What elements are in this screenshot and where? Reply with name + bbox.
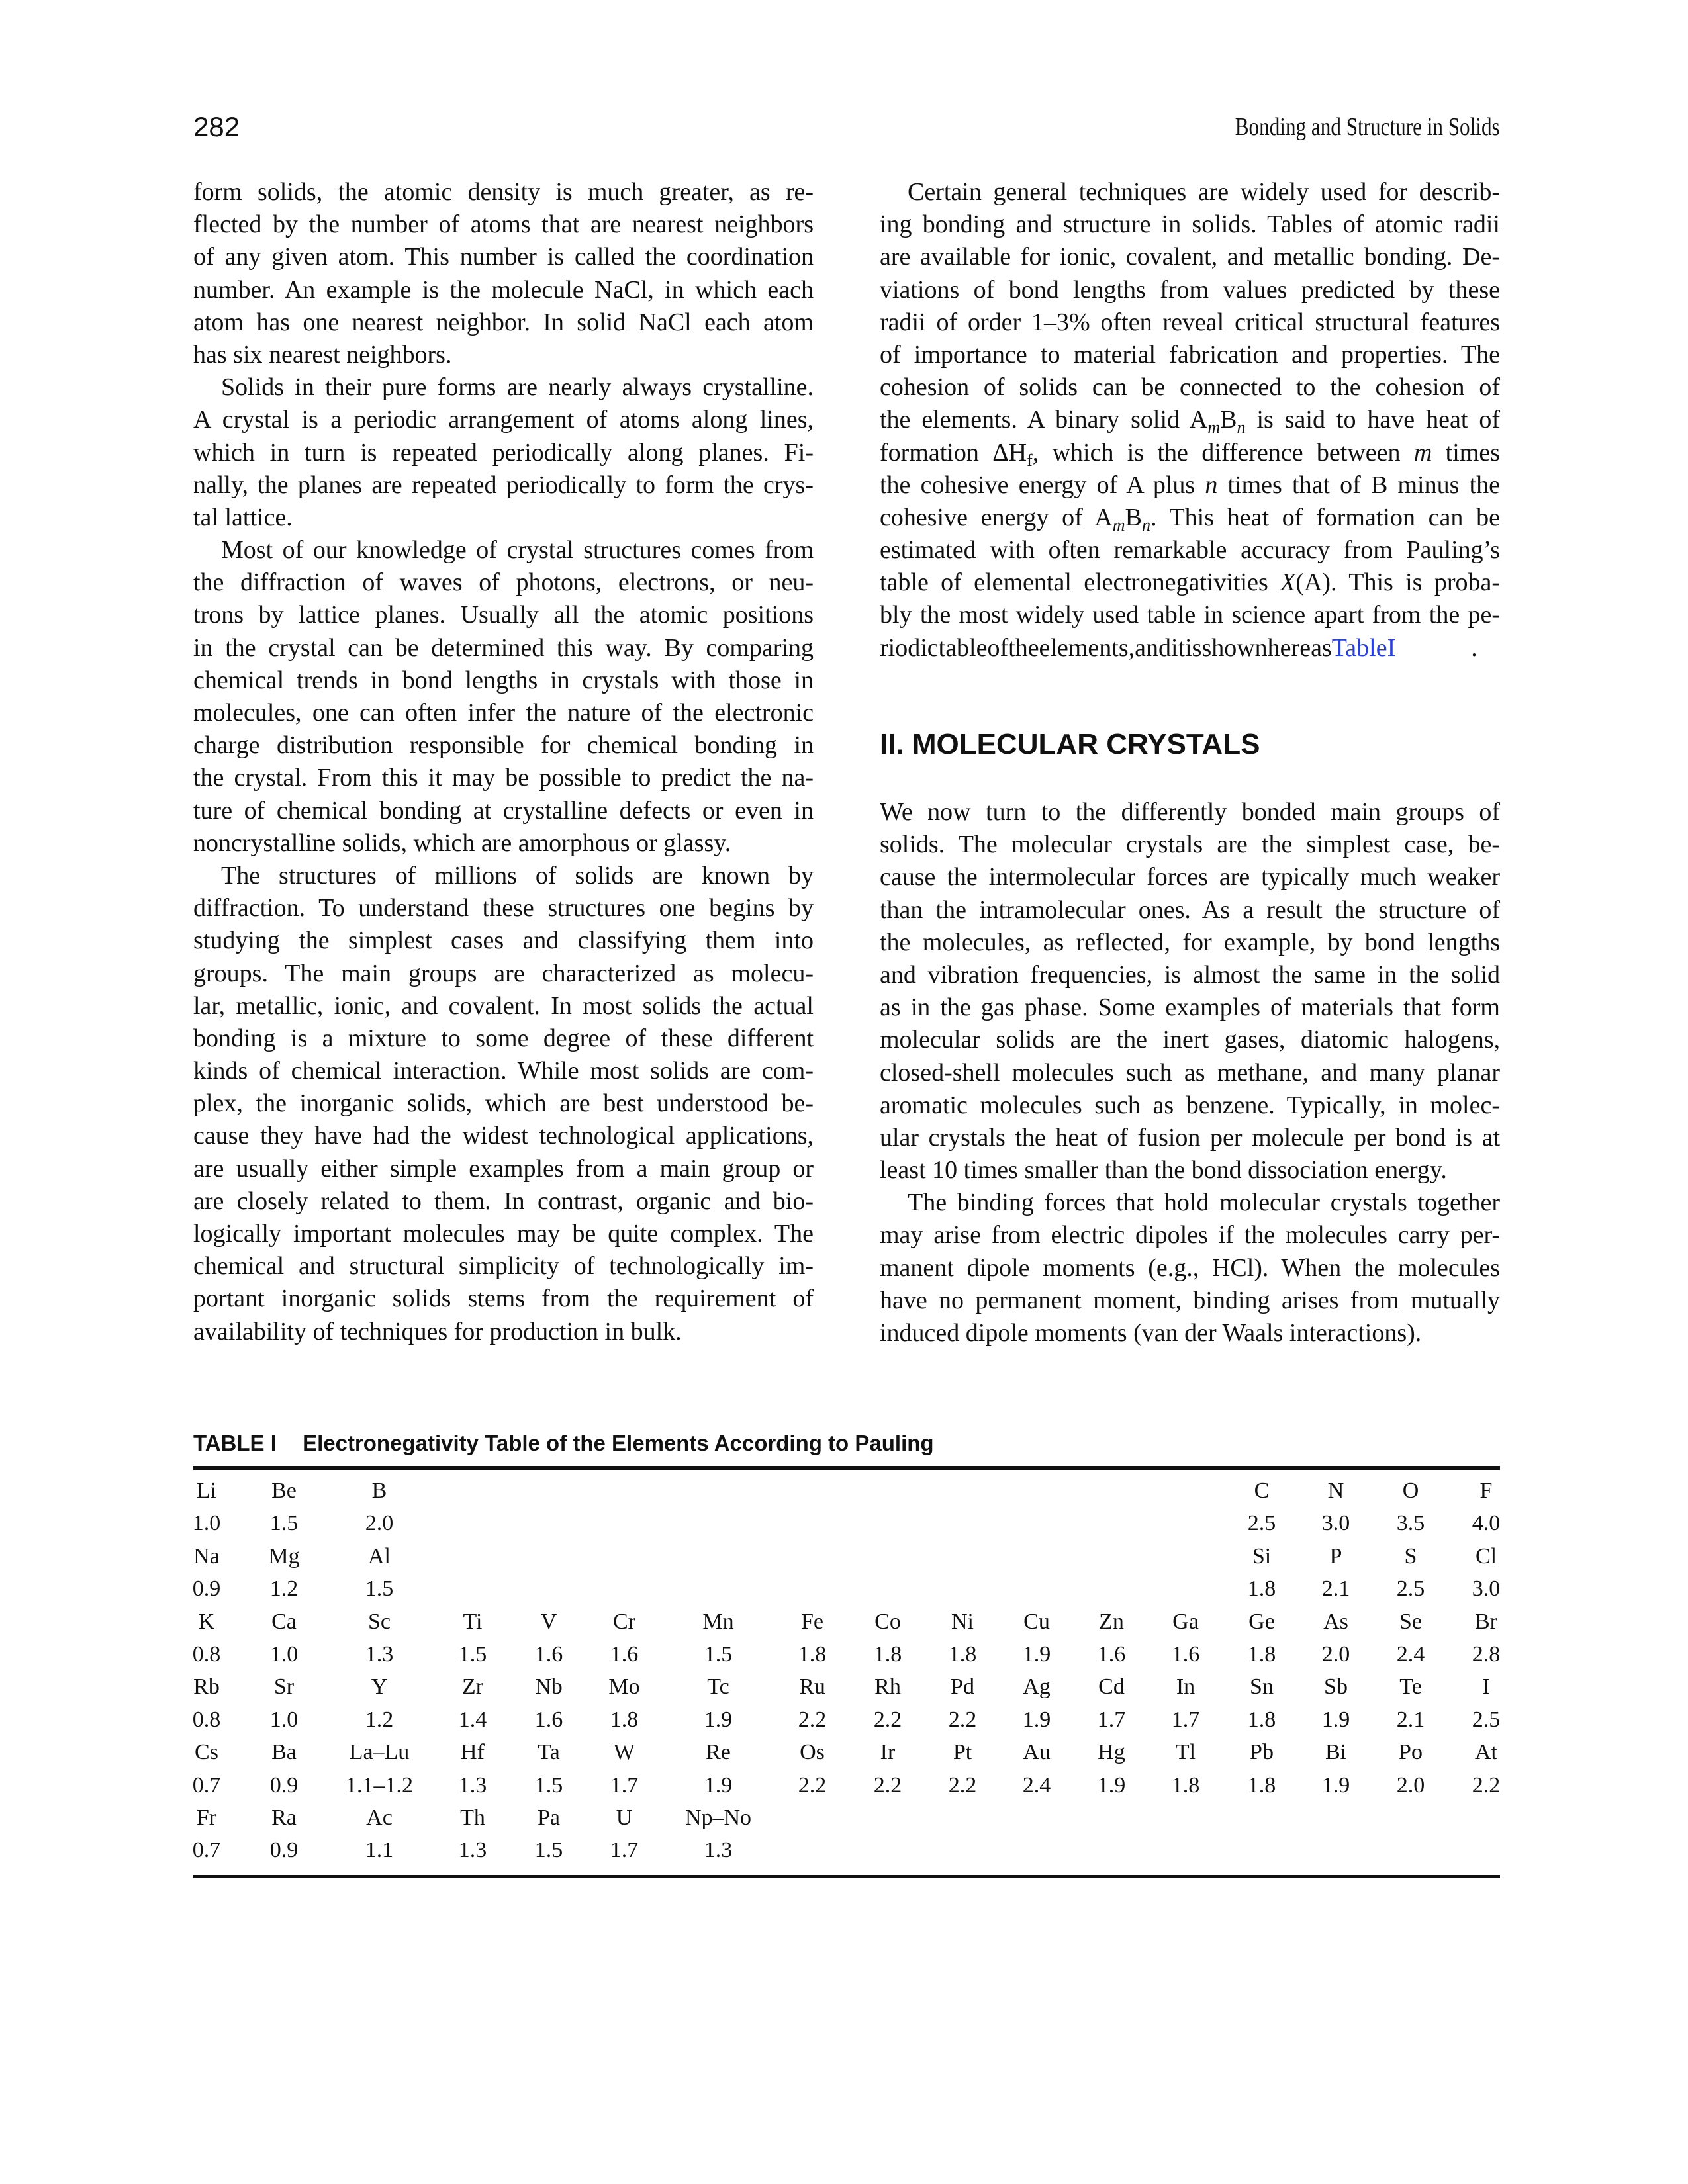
- element-symbol: K: [198, 1609, 215, 1634]
- text-line: cause they have had the widest technological applications,: [193, 1122, 814, 1150]
- text-line: cause the intermolecular forces are typically much weaker: [880, 863, 1500, 891]
- text-segment: (A). This is proba-: [1295, 569, 1500, 597]
- electronegativity-value: 1.7: [610, 1838, 639, 1863]
- element-symbol: Bi: [1325, 1740, 1347, 1765]
- element-symbol: B: [371, 1479, 387, 1503]
- left-column: [193, 176, 814, 1348]
- text-line: [880, 437, 1500, 469]
- element-symbol: Ru: [799, 1674, 825, 1700]
- page-number: 282: [193, 111, 240, 142]
- electronegativity-value: 1.8: [1247, 1642, 1276, 1666]
- text-line: kinds of chemical interaction. While most solids are com-: [193, 1057, 814, 1085]
- element-symbol: Rh: [874, 1674, 901, 1700]
- electronegativity-value: 1.6: [534, 1707, 563, 1732]
- electronegativity-value: 2.5: [1472, 1707, 1501, 1732]
- text-line: aromatic molecules such as benzene. Typically, in molec-: [880, 1091, 1500, 1119]
- electronegativity-value: 1.6: [610, 1642, 639, 1666]
- electronegativity-value: 2.1: [1321, 1576, 1350, 1602]
- text-line: chemical trends in bond lengths in crystals with those in: [193, 666, 814, 694]
- electronegativity-value: 2.2: [873, 1772, 902, 1797]
- element-symbol: P: [1329, 1543, 1342, 1569]
- text-segment: table of elemental electronegativities: [880, 569, 1281, 597]
- element-symbol: Co: [874, 1609, 901, 1634]
- electronegativity-value: 1.7: [1171, 1707, 1200, 1732]
- electronegativity-value: 1.2: [269, 1576, 299, 1602]
- text-line: studying the simplest cases and classifying them into: [193, 927, 814, 955]
- electronegativity-value: 1.6: [1171, 1642, 1200, 1666]
- electronegativity-value: 1.0: [269, 1642, 299, 1666]
- electronegativity-value: 1.9: [1321, 1707, 1350, 1732]
- electronegativity-value: 1.8: [1171, 1772, 1200, 1797]
- text-segment: .: [1395, 633, 1477, 662]
- text-segment: riodictableoftheelements,anditisshownhereas: [880, 633, 1332, 662]
- electronegativity-value: 1.8: [948, 1642, 977, 1666]
- text-segment: is said to have heat of: [1245, 406, 1501, 434]
- electronegativity-value: 1.0: [269, 1707, 299, 1732]
- text-segment: . This heat of formation can be: [1150, 503, 1500, 531]
- electronegativity-value: 1.8: [1247, 1576, 1276, 1602]
- electronegativity-value: 1.7: [610, 1772, 639, 1797]
- electronegativity-value: 1.1: [365, 1838, 394, 1863]
- text-segment: m: [1413, 438, 1432, 467]
- electronegativity-value: 0.9: [269, 1772, 299, 1797]
- text-line: The structures of millions of solids are known by: [221, 861, 814, 889]
- text-line: of any given atom. This number is called the coordination: [193, 243, 814, 271]
- text-segment: formation ΔH: [880, 438, 1027, 467]
- electronegativity-value: 0.8: [192, 1707, 221, 1732]
- table-row-values: [0, 1638, 1688, 1670]
- electronegativity-value: 1.3: [365, 1642, 394, 1666]
- element-symbol: C: [1254, 1479, 1270, 1503]
- section-heading: II. MOLECULAR CRYSTALS: [880, 728, 1260, 760]
- element-symbol: Cs: [195, 1740, 218, 1765]
- element-symbol: Mn: [702, 1609, 734, 1634]
- table-row-symbols: [0, 1475, 1688, 1507]
- element-symbol: Nb: [535, 1674, 563, 1700]
- electronegativity-value: 2.4: [1022, 1772, 1051, 1797]
- element-symbol: Hg: [1098, 1740, 1125, 1765]
- text-line: form solids, the atomic density is much greater, as re-: [193, 178, 814, 206]
- electronegativity-value: 1.2: [365, 1707, 394, 1732]
- table-row-symbols: [0, 1801, 1688, 1834]
- text-line: number. An example is the molecule NaCl, in which each: [193, 275, 814, 304]
- table-row-symbols: [0, 1606, 1688, 1638]
- element-symbol: Ni: [951, 1609, 974, 1634]
- table-row-values: [0, 1507, 1688, 1539]
- element-symbol: Na: [193, 1543, 220, 1569]
- electronegativity-value: 1.8: [610, 1707, 639, 1732]
- electronegativity-value: 3.5: [1396, 1511, 1425, 1536]
- element-symbol: Th: [460, 1805, 485, 1830]
- right-column-top: [880, 176, 1500, 664]
- text-segment: X: [1280, 569, 1296, 597]
- table-row-symbols: [0, 1540, 1688, 1572]
- text-line: closed-shell molecules such as methane, and many planar: [880, 1058, 1500, 1087]
- electronegativity-value: 2.2: [948, 1772, 977, 1797]
- text-line: molecules, one can often infer the nature of the electronic: [193, 699, 814, 727]
- table-bottom-rule: [193, 1875, 1500, 1878]
- element-symbol: Zn: [1099, 1609, 1124, 1634]
- electronegativity-value: 0.7: [192, 1838, 221, 1863]
- text-line: in the crystal can be determined this way. By comparing: [193, 633, 814, 662]
- element-symbol: Ga: [1172, 1609, 1199, 1634]
- electronegativity-value: 1.9: [704, 1772, 733, 1797]
- electronegativity-value: 0.9: [269, 1838, 299, 1863]
- element-symbol: Hf: [461, 1740, 485, 1765]
- element-symbol: Te: [1399, 1674, 1422, 1700]
- electronegativity-value: 1.9: [1022, 1642, 1051, 1666]
- text-line: groups. The main groups are characterized as molecu-: [193, 959, 814, 987]
- electronegativity-value: 2.2: [948, 1707, 977, 1732]
- element-symbol: Ti: [463, 1609, 483, 1634]
- element-symbol: Li: [196, 1479, 217, 1503]
- table-caption: [193, 1431, 934, 1456]
- text-line: ture of chemical bonding at crystalline defects or even in: [193, 796, 814, 825]
- element-symbol: Y: [371, 1674, 388, 1700]
- element-symbol: Pa: [538, 1805, 560, 1830]
- text-line: trons by lattice planes. Usually all the atomic positions: [193, 601, 814, 629]
- text-line: [880, 632, 1500, 664]
- text-line: radii of order 1–3% often reveal critical structural features: [880, 308, 1500, 336]
- element-symbol: Rb: [193, 1674, 220, 1700]
- electronegativity-value: 1.9: [1097, 1772, 1126, 1797]
- text-line: of importance to material fabrication and properties. The: [880, 340, 1500, 369]
- text-line: least 10 times smaller than the bond dissociation energy.: [880, 1156, 1447, 1185]
- text-line: are usually either simple examples from a main group or: [193, 1154, 814, 1183]
- text-segment: the elements. A binary solid A: [880, 406, 1208, 434]
- electronegativity-value: 2.0: [1321, 1642, 1350, 1666]
- element-symbol: Ir: [880, 1740, 896, 1765]
- subscript: f: [1027, 450, 1033, 470]
- table-link[interactable]: TableI: [1331, 633, 1396, 662]
- element-symbol: N: [1327, 1479, 1344, 1503]
- table-row-symbols: [0, 1670, 1688, 1703]
- electronegativity-value: 0.9: [192, 1576, 221, 1602]
- text-line: than the intramolecular ones. As a result the structure of: [880, 895, 1500, 924]
- text-line: tal lattice.: [193, 503, 293, 531]
- electronegativity-value: 1.9: [704, 1707, 733, 1732]
- electronegativity-value: 1.9: [1321, 1772, 1350, 1797]
- element-symbol: O: [1402, 1479, 1419, 1503]
- electronegativity-value: 1.8: [1247, 1772, 1276, 1797]
- element-symbol: Re: [706, 1740, 731, 1765]
- text-line: may arise from electric dipoles if the molecules carry per-: [880, 1221, 1500, 1250]
- text-line: portant inorganic solids stems from the requirement of: [193, 1285, 814, 1313]
- electronegativity-value: 1.5: [458, 1642, 487, 1666]
- table-row-symbols: [0, 1736, 1688, 1768]
- text-line: has six nearest neighbors.: [193, 340, 452, 369]
- running-head: Bonding and Structure in Solids: [1235, 113, 1500, 141]
- text-line: logically important molecules may be quite complex. The: [193, 1220, 814, 1248]
- element-symbol: In: [1176, 1674, 1196, 1700]
- element-symbol: Pd: [951, 1674, 974, 1700]
- element-symbol: I: [1482, 1674, 1490, 1700]
- element-symbol: Al: [368, 1543, 391, 1569]
- element-symbol: Tc: [707, 1674, 729, 1700]
- table-title: Electronegativity Table of the Elements According to Pauling: [303, 1431, 934, 1455]
- element-symbol: Cr: [613, 1609, 635, 1634]
- text-line: which in turn is repeated periodically along planes. Fi-: [193, 438, 814, 467]
- text-line: [880, 469, 1500, 502]
- text-line: are available for ionic, covalent, and metallic bonding. De-: [880, 243, 1500, 271]
- subscript: n: [1237, 418, 1246, 437]
- text-line: solids. The molecular crystals are the simplest case, be-: [880, 831, 1500, 859]
- electronegativity-value: 2.2: [873, 1707, 902, 1732]
- electronegativity-value: 2.2: [798, 1707, 827, 1732]
- element-symbol: Br: [1475, 1609, 1497, 1634]
- element-symbol: Pt: [953, 1740, 972, 1765]
- subscript: m: [1207, 418, 1221, 437]
- text-line: cohesion of solids can be connected to the cohesion of: [880, 373, 1500, 402]
- electronegativity-value: 1.6: [534, 1642, 563, 1666]
- electronegativity-value: 1.3: [458, 1772, 487, 1797]
- element-symbol: At: [1475, 1740, 1497, 1765]
- text-segment: B: [1220, 406, 1237, 434]
- electronegativity-value: 4.0: [1472, 1511, 1501, 1536]
- element-symbol: W: [613, 1740, 635, 1765]
- element-symbol: S: [1404, 1543, 1417, 1569]
- text-line: diffraction. To understand these structures one begins by: [193, 894, 814, 923]
- element-symbol: Mo: [608, 1674, 640, 1700]
- element-symbol: As: [1323, 1609, 1348, 1634]
- text-line: the molecules, as reflected, for example, by bond lengths: [880, 928, 1500, 956]
- electronegativity-value: 1.3: [704, 1838, 733, 1863]
- element-symbol: Cl: [1475, 1543, 1497, 1569]
- element-symbol: Os: [800, 1740, 825, 1765]
- text-line: [880, 502, 1500, 534]
- element-symbol: U: [616, 1805, 633, 1830]
- electronegativity-value: 0.8: [192, 1642, 221, 1666]
- text-line: bly the most widely used table in science apart from the pe-: [880, 601, 1500, 629]
- table-row-values: [0, 1769, 1688, 1801]
- electronegativity-value: 1.5: [269, 1511, 299, 1536]
- table-row-values: [0, 1834, 1688, 1866]
- electronegativity-value: 3.0: [1472, 1576, 1501, 1602]
- element-symbol: Sn: [1250, 1674, 1274, 1700]
- element-symbol: Fe: [801, 1609, 823, 1634]
- element-symbol: Sc: [368, 1609, 391, 1634]
- element-symbol: Ac: [366, 1805, 393, 1830]
- element-symbol: Tl: [1175, 1740, 1196, 1765]
- text-line: are closely related to them. In contrast, organic and bio-: [193, 1187, 814, 1215]
- element-symbol: Ba: [271, 1740, 297, 1765]
- element-symbol: Si: [1252, 1543, 1272, 1569]
- text-line: noncrystalline solids, which are amorphous or glassy.: [193, 829, 731, 857]
- text-line: availability of techniques for production in bulk.: [193, 1317, 682, 1345]
- element-symbol: Sr: [273, 1674, 295, 1700]
- text-segment: the cohesive energy of A plus: [880, 471, 1205, 499]
- electronegativity-value: 1.9: [1022, 1707, 1051, 1732]
- electronegativity-value: 1.5: [365, 1576, 394, 1602]
- text-line: the diffraction of waves of photons, electrons, or neu-: [193, 569, 814, 597]
- text-segment: B: [1125, 503, 1142, 531]
- element-symbol: Be: [271, 1479, 297, 1503]
- electronegativity-value: 2.0: [365, 1511, 394, 1536]
- element-symbol: Mg: [268, 1543, 300, 1569]
- text-line: bonding is a mixture to some degree of these different: [193, 1024, 814, 1052]
- element-symbol: F: [1479, 1479, 1493, 1503]
- text-line: and vibration frequencies, is almost the same in the solid: [880, 960, 1500, 989]
- electronegativity-value: 1.5: [534, 1772, 563, 1797]
- electronegativity-value: 2.0: [1396, 1772, 1425, 1797]
- text-line: Most of our knowledge of crystal structures comes from: [221, 536, 814, 565]
- element-symbol: Fr: [196, 1805, 217, 1830]
- text-line: estimated with often remarkable accuracy from Pauling’s: [880, 536, 1500, 565]
- text-segment: cohesive energy of A: [880, 503, 1113, 531]
- text-line: induced dipole moments (van der Waals interactions).: [880, 1319, 1422, 1347]
- electronegativity-value: 1.8: [1247, 1707, 1276, 1732]
- element-symbol: Cd: [1098, 1674, 1125, 1700]
- electronegativity-value: 1.8: [798, 1642, 827, 1666]
- element-symbol: Se: [1399, 1609, 1422, 1634]
- text-line: Certain general techniques are widely used for describ-: [908, 178, 1500, 206]
- text-line: nally, the planes are repeated periodically to form the crys-: [193, 471, 814, 499]
- text-line: chemical and structural simplicity of technologically im-: [193, 1252, 814, 1281]
- text-line: A crystal is a periodic arrangement of atoms along lines,: [193, 406, 814, 434]
- text-line: flected by the number of atoms that are nearest neighbors: [193, 210, 814, 239]
- text-line: We now turn to the differently bonded main groups of: [880, 798, 1500, 826]
- element-symbol: Cu: [1023, 1609, 1050, 1634]
- electronegativity-value: 1.3: [458, 1838, 487, 1863]
- element-symbol: Ta: [538, 1740, 560, 1765]
- electronegativity-value: 1.7: [1097, 1707, 1126, 1732]
- text-line: the crystal. From this it may be possible to predict the na-: [193, 764, 814, 792]
- table-row-values: [0, 1572, 1688, 1605]
- text-line: The binding forces that hold molecular crystals together: [908, 1189, 1500, 1217]
- text-line: Solids in their pure forms are nearly always crystalline.: [221, 373, 814, 402]
- electronegativity-value: 0.7: [192, 1772, 221, 1797]
- text-line: atom has one nearest neighbor. In solid NaCl each atom: [193, 308, 814, 336]
- electronegativity-value: 2.4: [1396, 1642, 1425, 1666]
- element-symbol: Ra: [271, 1805, 297, 1830]
- element-symbol: Po: [1399, 1740, 1423, 1765]
- electronegativity-value: 2.2: [798, 1772, 827, 1797]
- element-symbol: Au: [1023, 1740, 1051, 1765]
- electronegativity-value: 1.1–1.2: [346, 1772, 413, 1797]
- electronegativity-value: 2.5: [1396, 1576, 1425, 1602]
- text-line: charge distribution responsible for chemical bonding in: [193, 731, 814, 760]
- text-line: lar, metallic, ionic, and covalent. In most solids the actual: [193, 991, 814, 1020]
- text-line: manent dipole moments (e.g., HCl). When the molecules: [880, 1253, 1500, 1282]
- electronegativity-value: 1.6: [1097, 1642, 1126, 1666]
- element-symbol: Ca: [271, 1609, 297, 1634]
- table-row-values: [0, 1704, 1688, 1736]
- text-line: plex, the inorganic solids, which are best understood be-: [193, 1089, 814, 1118]
- subscript: n: [1141, 515, 1150, 535]
- element-symbol: V: [540, 1609, 557, 1634]
- element-symbol: Ge: [1248, 1609, 1275, 1634]
- text-line: [880, 404, 1500, 436]
- text-line: [880, 567, 1500, 599]
- table-label: TABLE I: [193, 1431, 277, 1455]
- element-symbol: Ag: [1023, 1674, 1051, 1700]
- table-top-rule: [193, 1466, 1500, 1470]
- electronegativity-value: 2.1: [1396, 1707, 1425, 1732]
- electronegativity-value: 2.5: [1247, 1511, 1276, 1536]
- electronegativity-value: 2.2: [1472, 1772, 1501, 1797]
- element-symbol: La–Lu: [349, 1740, 410, 1765]
- electronegativity-value: 3.0: [1321, 1511, 1350, 1536]
- electronegativity-value: 1.8: [873, 1642, 902, 1666]
- element-symbol: Sb: [1324, 1674, 1348, 1700]
- element-symbol: Zr: [461, 1674, 484, 1700]
- right-column-bottom: [880, 796, 1500, 1349]
- text-line: viations of bond lengths from values predicted by these: [880, 275, 1500, 304]
- text-segment: times: [1432, 438, 1500, 467]
- text-segment: n: [1205, 471, 1218, 499]
- electronegativity-value: 1.5: [704, 1642, 733, 1666]
- text-segment: , which is the difference between: [1032, 438, 1414, 467]
- electronegativity-value: 2.8: [1472, 1642, 1501, 1666]
- text-line: as in the gas phase. Some examples of materials that form: [880, 993, 1500, 1022]
- electronegativity-value: 1.0: [192, 1511, 221, 1536]
- text-line: ular crystals the heat of fusion per molecule per bond is at: [880, 1123, 1500, 1152]
- electronegativity-value: 1.4: [458, 1707, 487, 1732]
- element-symbol: Pb: [1250, 1740, 1274, 1765]
- subscript: m: [1112, 515, 1125, 535]
- text-line: molecular solids are the inert gases, diatomic halogens,: [880, 1026, 1500, 1054]
- element-symbol: Np–No: [684, 1805, 752, 1830]
- electronegativity-value: 1.5: [534, 1838, 563, 1863]
- text-segment: times that of B minus the: [1217, 471, 1500, 499]
- text-line: have no permanent moment, binding arises from mutually: [880, 1286, 1500, 1314]
- text-line: ing bonding and structure in solids. Tables of atomic radii: [880, 210, 1500, 239]
